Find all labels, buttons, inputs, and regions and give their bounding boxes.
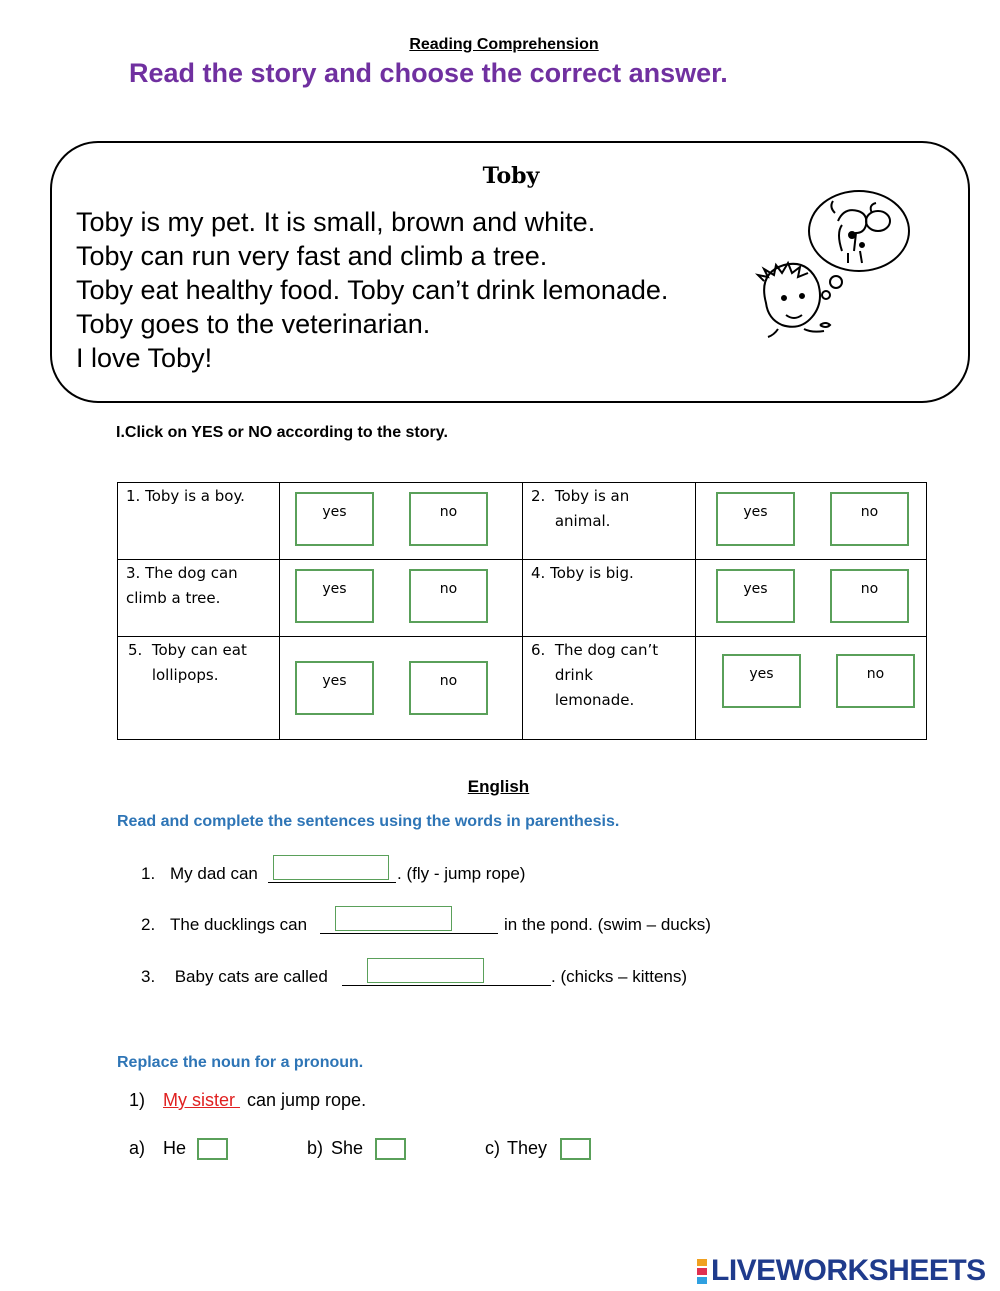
highlighted-noun: My sister (163, 1090, 241, 1110)
question-text: 2. Toby is an (531, 487, 630, 505)
question-text: lemonade. (531, 691, 635, 709)
option-word: She (331, 1138, 364, 1158)
answer-cell (696, 637, 927, 740)
pronoun-instruction: Replace the noun for a pronoun. (117, 1054, 364, 1071)
sentence-after: . (fly - jump rope) (397, 864, 526, 883)
option-letter: b) (307, 1138, 324, 1158)
answer-cell (696, 560, 927, 637)
boy-thinking-of-dog-illustration (748, 183, 918, 353)
yes-no-table (117, 482, 927, 740)
option-checkbox-they[interactable] (560, 1138, 591, 1160)
question-cell (523, 637, 696, 740)
answer-cell (696, 483, 927, 560)
sentence-before: Baby cats are called (170, 967, 328, 986)
question-cell (523, 483, 696, 560)
question-text: 5. Toby can eat (128, 641, 247, 659)
option-checkbox-he[interactable] (197, 1138, 228, 1160)
no-option[interactable]: no (409, 492, 488, 546)
answer-cell (280, 483, 523, 560)
story-line: Toby goes to the veterinarian. (76, 309, 431, 339)
yes-option[interactable]: yes (722, 654, 801, 708)
option-word: He (163, 1138, 187, 1158)
sentence-number: 2. (141, 915, 156, 934)
item-number: 1) (129, 1090, 146, 1110)
question-cell (523, 560, 696, 637)
story-line: I love Toby! (76, 343, 213, 373)
yes-option[interactable]: yes (295, 661, 374, 715)
question-text: lollipops. (128, 666, 219, 684)
question-cell (118, 637, 280, 740)
blank-line (268, 882, 396, 883)
story-title: Toby (482, 163, 540, 189)
question-text: 4. Toby is big. (531, 564, 634, 582)
answer-input-2[interactable] (335, 906, 452, 931)
answer-cell (280, 560, 523, 637)
sentence-number: 3. (141, 967, 156, 986)
page-instruction: Read the story and choose the correct answer. (129, 58, 728, 88)
english-heading: English (467, 777, 530, 796)
yes-option[interactable]: yes (716, 569, 795, 623)
sentence-after: . (chicks – kittens) (551, 967, 688, 986)
liveworksheets-logo (697, 1254, 986, 1288)
story-line: Toby eat healthy food. Toby can’t drink lemonade. (76, 275, 669, 305)
blank-line (342, 985, 551, 986)
question-text: climb a tree. (126, 589, 221, 607)
section-heading-yes-no: I.Click on YES or NO according to the story. (116, 424, 448, 441)
question-text: 6. The dog can’t (531, 641, 659, 659)
question-text: 1. Toby is a boy. (126, 487, 245, 505)
no-option[interactable]: no (830, 492, 909, 546)
sentence-rest: can jump rope. (247, 1090, 367, 1110)
sentence-before: My dad can (170, 864, 258, 883)
answer-cell (280, 637, 523, 740)
sentence-before: The ducklings can (170, 915, 308, 934)
yes-option[interactable]: yes (295, 569, 374, 623)
logo-blocks-icon (697, 1259, 707, 1284)
no-option[interactable]: no (830, 569, 909, 623)
question-text: animal. (531, 512, 611, 530)
answer-input-1[interactable] (273, 855, 389, 880)
no-option[interactable]: no (836, 654, 915, 708)
fill-in-instruction: Read and complete the sentences using the words in parenthesis. (117, 813, 620, 830)
logo-text: LIVEWORKSHEETS (711, 1254, 986, 1287)
option-word: They (507, 1138, 548, 1158)
no-option[interactable]: no (409, 569, 488, 623)
story-line: Toby can run very fast and climb a tree. (76, 241, 548, 271)
question-text: drink (531, 666, 593, 684)
sentence-number: 1. (141, 864, 156, 883)
blank-line (320, 933, 498, 934)
question-text: 3. The dog can (126, 564, 238, 582)
option-letter: a) (129, 1138, 146, 1158)
yes-option[interactable]: yes (716, 492, 795, 546)
page-subtitle: Reading Comprehension (409, 36, 599, 53)
no-option[interactable]: no (409, 661, 488, 715)
yes-option[interactable]: yes (295, 492, 374, 546)
answer-input-3[interactable] (367, 958, 484, 983)
question-cell (118, 560, 280, 637)
option-letter: c) (485, 1138, 500, 1158)
option-checkbox-she[interactable] (375, 1138, 406, 1160)
story-line: Toby is my pet. It is small, brown and white. (76, 207, 596, 237)
question-cell (118, 483, 280, 560)
sentence-after: in the pond. (swim – ducks) (504, 915, 711, 934)
